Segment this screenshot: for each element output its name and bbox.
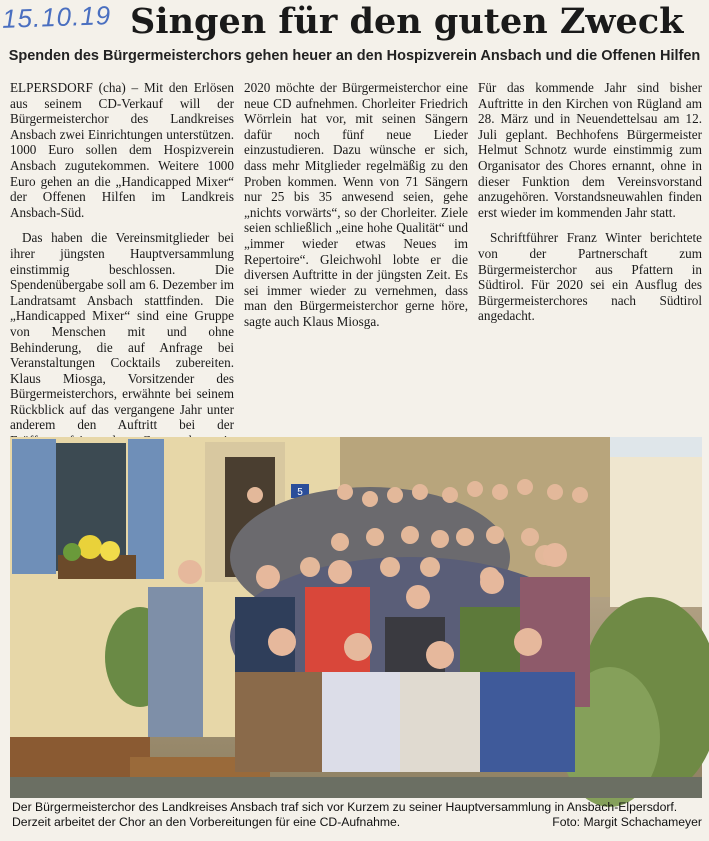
article-column: [10, 80, 234, 432]
article-body: [10, 80, 702, 432]
article-column: [244, 80, 468, 432]
paragraph-text: Mit den Erlösen aus seinem CD-Verkauf will der Bürgermeisterchor des Landkreises Ansbach zwei Einrichtungen unterstützen. 1000 Euro sollen dem Hospizverein Ansbach zugutekommen. Weitere 1000 Euro gehen an die „Handicapped Mixer“ der Offenen Hilfen im Landkreis Ansbach-Süd.: [10, 80, 234, 220]
house-number: 5: [297, 487, 303, 498]
article-paragraph: Das haben die Vereinsmitglieder bei ihrer jüngsten Hauptversammlung einstimmig beschlossen. Die Spendenübergabe soll am 6. Dezember im Landratsamt Ansbach stattfinden. Die „Handicapped Mixer“ sind eine Gruppe von Menschen mit und ohne Behinderung, die auf Anfrage bei Veranstaltungen Cocktails zubereiten. Klaus Miosga, Vorsitzender des Bürgermeisterchors, erwähnte bei seinem Rückblick auf das vergangene Jahr unter anderem den Auftritt bei der: [10, 230, 234, 433]
photo-caption: [12, 800, 702, 830]
handwritten-date-stamp: 15.10.19: [1, 0, 112, 34]
group-photo: [10, 437, 702, 798]
group-photo-illustration: [10, 437, 702, 798]
article-paragraph: Für das kommende Jahr sind bisher Auftritte in den Kirchen von Rügland am 28. März und in Neuendettelsau am 12. Juli geplant. Bechhofens Bürgermeister Helmut Schnotz wurde einstimmig zum Organisator des Chores ernannt, ohne in dieser Funktion dem Vereinsvorstand anzugehören. Vorstandsneuwahlen finden erst wieder im kommenden Jahr statt.: [478, 80, 702, 220]
caption-text: Der Bürgermeisterchor des Landkreises Ansbach traf sich vor Kurzem zu seiner Hauptversammlung in Ansbach-Elpersdorf. Derzeit arbeitet der Chor an den Vorbereitungen für eine CD-Aufnahme.: [12, 800, 678, 829]
subheadline: Spenden des Bürgermeisterchors gehen heuer an den Hospizverein Ansbach und die Offenen Hilfen: [8, 48, 701, 64]
dateline: ELPERSDORF (cha) –: [10, 80, 139, 95]
article-paragraph: Schriftführer Franz Winter berichtete von der Partnerschaft zum Bürgermeisterchor aus Pfattern in Südtirol. Für 2020 sei ein Ausflug des Bürgermeisterchores nach Südtirol angedacht.: [478, 230, 702, 324]
headline: Singen für den guten Zweck: [130, 1, 684, 42]
article-paragraph: 2020 möchte der Bürgermeisterchor eine neue CD aufnehmen. Chorleiter Friedrich Wörrlein hat vor, mit seinen Sängern dafür noch fünf neue Lieder einzustudieren. Dazu wünsche er sich, dass mehr Mitglieder regelmäßig zu den Proben kommen. Wenn von 71 Sängern nur 25 bis 35 anwesend seien, gehe „nichts vorwärts“, so der Chorleiter. Ziele seien schließlich „eine hohe Qualität“ und „immer wieder etwas Neues im Repertoire“. Gleichwohl lobte er die diversen Auftritte in der jüngsten Zeit. Es sei immer wieder zu vernehmen, dass man den Bürgermeisterchor gerne höre, sagte auch Klaus Miosga.: [244, 80, 468, 329]
article-paragraph: [10, 80, 234, 220]
article-column: [478, 80, 702, 432]
photo-credit: Foto: Margit Schachameyer: [552, 815, 702, 829]
